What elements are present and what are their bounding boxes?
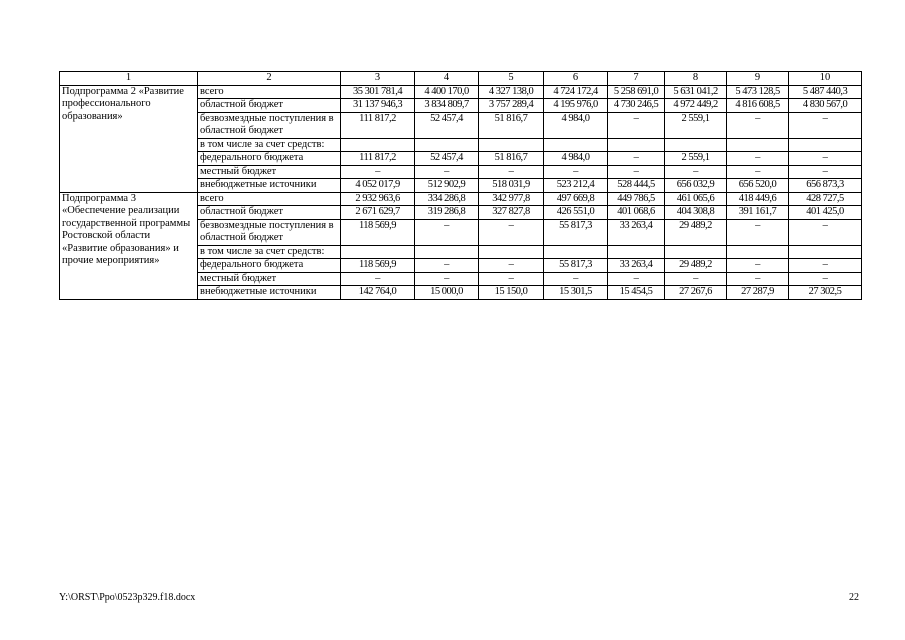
amount-cell: 52 457,4	[415, 152, 479, 166]
amount-cell: 4 400 170,0	[415, 85, 479, 99]
amount-cell	[727, 245, 789, 259]
amount-cell: 5 631 041,2	[665, 85, 727, 99]
subprogram-title: Подпрограмма 3 «Обеспечение реализации государственной программы Ростовской области «Развитие образования» и прочие мероприятия»	[60, 192, 198, 299]
funding-source-label: федерального бюджета	[198, 259, 341, 273]
page-number: 22	[849, 592, 859, 603]
amount-cell: 118 569,9	[341, 219, 415, 245]
subprogram-title: Подпрограмма 2 «Развитие профессионального образования»	[60, 85, 198, 192]
column-number: 1	[60, 72, 198, 86]
amount-cell: 656 873,3	[789, 179, 862, 193]
column-number: 4	[415, 72, 479, 86]
amount-cell	[544, 245, 608, 259]
column-number: 2	[198, 72, 341, 86]
column-number: 3	[341, 72, 415, 86]
amount-cell: 5 258 691,0	[608, 85, 665, 99]
amount-cell: 426 551,0	[544, 206, 608, 220]
amount-cell: 4 984,0	[544, 152, 608, 166]
table-row	[60, 192, 862, 206]
amount-cell: 4 984,0	[544, 112, 608, 138]
amount-cell: –	[479, 219, 544, 245]
amount-cell: 33 263,4	[608, 259, 665, 273]
amount-cell: –	[415, 219, 479, 245]
header-row	[60, 72, 862, 86]
amount-cell: 27 267,6	[665, 286, 727, 300]
amount-cell: 528 444,5	[608, 179, 665, 193]
funding-source-label: местный бюджет	[198, 272, 341, 286]
amount-cell: 3 834 809,7	[415, 99, 479, 113]
amount-cell: –	[727, 165, 789, 179]
amount-cell: –	[608, 165, 665, 179]
amount-cell: –	[479, 259, 544, 273]
amount-cell: 51 816,7	[479, 152, 544, 166]
amount-cell: –	[789, 152, 862, 166]
funding-source-label: безвозмездные поступления в областной бюджет	[198, 219, 341, 245]
amount-cell	[608, 138, 665, 152]
file-path: Y:\ORST\Ppo\0523p329.f18.docx	[59, 592, 196, 603]
amount-cell: –	[415, 165, 479, 179]
amount-cell: 391 161,7	[727, 206, 789, 220]
funding-source-label: всего	[198, 192, 341, 206]
amount-cell: –	[341, 272, 415, 286]
amount-cell: 52 457,4	[415, 112, 479, 138]
amount-cell	[415, 138, 479, 152]
amount-cell: 656 032,9	[665, 179, 727, 193]
amount-cell: –	[544, 272, 608, 286]
amount-cell	[789, 138, 862, 152]
amount-cell: –	[727, 272, 789, 286]
funding-source-label: областной бюджет	[198, 99, 341, 113]
amount-cell: 3 757 289,4	[479, 99, 544, 113]
amount-cell: 334 286,8	[415, 192, 479, 206]
amount-cell: 449 786,5	[608, 192, 665, 206]
amount-cell: 5 473 128,5	[727, 85, 789, 99]
column-number: 8	[665, 72, 727, 86]
amount-cell: 523 212,4	[544, 179, 608, 193]
funding-source-label: безвозмездные поступления в областной бюджет	[198, 112, 341, 138]
column-number: 9	[727, 72, 789, 86]
amount-cell: –	[789, 112, 862, 138]
amount-cell: 35 301 781,4	[341, 85, 415, 99]
amount-cell	[415, 245, 479, 259]
funding-source-label: местный бюджет	[198, 165, 341, 179]
amount-cell: 15 000,0	[415, 286, 479, 300]
amount-cell	[665, 138, 727, 152]
amount-cell	[727, 138, 789, 152]
amount-cell: 342 977,8	[479, 192, 544, 206]
amount-cell	[479, 245, 544, 259]
amount-cell	[341, 245, 415, 259]
amount-cell: –	[665, 272, 727, 286]
funding-source-label: внебюджетные источники	[198, 286, 341, 300]
amount-cell: 404 308,8	[665, 206, 727, 220]
amount-cell: 27 302,5	[789, 286, 862, 300]
amount-cell	[341, 138, 415, 152]
amount-cell: –	[608, 272, 665, 286]
amount-cell: 51 816,7	[479, 112, 544, 138]
column-number: 7	[608, 72, 665, 86]
amount-cell: –	[415, 272, 479, 286]
amount-cell: –	[341, 165, 415, 179]
amount-cell: 55 817,3	[544, 219, 608, 245]
amount-cell: 33 263,4	[608, 219, 665, 245]
amount-cell: –	[789, 272, 862, 286]
funding-source-label: всего	[198, 85, 341, 99]
amount-cell: –	[727, 259, 789, 273]
amount-cell	[665, 245, 727, 259]
column-number: 10	[789, 72, 862, 86]
amount-cell: –	[727, 219, 789, 245]
amount-cell: 4 052 017,9	[341, 179, 415, 193]
amount-cell: 27 287,9	[727, 286, 789, 300]
amount-cell: 4 730 246,5	[608, 99, 665, 113]
amount-cell: 512 902,9	[415, 179, 479, 193]
amount-cell: –	[415, 259, 479, 273]
amount-cell: 118 569,9	[341, 259, 415, 273]
amount-cell: 418 449,6	[727, 192, 789, 206]
column-number: 6	[544, 72, 608, 86]
amount-cell: 15 150,0	[479, 286, 544, 300]
amount-cell: –	[727, 112, 789, 138]
table-row	[60, 85, 862, 99]
amount-cell: 461 065,6	[665, 192, 727, 206]
amount-cell: –	[479, 165, 544, 179]
amount-cell: 142 764,0	[341, 286, 415, 300]
amount-cell: 2 671 629,7	[341, 206, 415, 220]
amount-cell	[479, 138, 544, 152]
funding-source-label: областной бюджет	[198, 206, 341, 220]
amount-cell: 15 454,5	[608, 286, 665, 300]
funding-source-label: в том числе за счет средств:	[198, 138, 341, 152]
amount-cell: –	[789, 219, 862, 245]
amount-cell: –	[789, 259, 862, 273]
amount-cell: 4 816 608,5	[727, 99, 789, 113]
amount-cell: –	[608, 152, 665, 166]
amount-cell: 428 727,5	[789, 192, 862, 206]
amount-cell	[608, 245, 665, 259]
funding-source-label: федерального бюджета	[198, 152, 341, 166]
amount-cell: 29 489,2	[665, 259, 727, 273]
amount-cell: 518 031,9	[479, 179, 544, 193]
amount-cell	[789, 245, 862, 259]
column-number: 5	[479, 72, 544, 86]
amount-cell: 401 068,6	[608, 206, 665, 220]
amount-cell: 327 827,8	[479, 206, 544, 220]
amount-cell: 319 286,8	[415, 206, 479, 220]
amount-cell: –	[727, 152, 789, 166]
amount-cell: 31 137 946,3	[341, 99, 415, 113]
amount-cell: –	[544, 165, 608, 179]
amount-cell: 4 830 567,0	[789, 99, 862, 113]
amount-cell: 29 489,2	[665, 219, 727, 245]
amount-cell: 4 724 172,4	[544, 85, 608, 99]
funding-source-label: внебюджетные источники	[198, 179, 341, 193]
amount-cell	[544, 138, 608, 152]
amount-cell: 401 425,0	[789, 206, 862, 220]
amount-cell: 497 669,8	[544, 192, 608, 206]
budget-table	[59, 71, 862, 300]
amount-cell: 2 559,1	[665, 152, 727, 166]
amount-cell: –	[479, 272, 544, 286]
amount-cell: 656 520,0	[727, 179, 789, 193]
amount-cell: –	[789, 165, 862, 179]
amount-cell: –	[665, 165, 727, 179]
amount-cell: 2 559,1	[665, 112, 727, 138]
amount-cell: 111 817,2	[341, 152, 415, 166]
amount-cell: 15 301,5	[544, 286, 608, 300]
amount-cell: 2 932 963,6	[341, 192, 415, 206]
amount-cell: 111 817,2	[341, 112, 415, 138]
funding-source-label: в том числе за счет средств:	[198, 245, 341, 259]
amount-cell: 5 487 440,3	[789, 85, 862, 99]
amount-cell: 4 327 138,0	[479, 85, 544, 99]
amount-cell: –	[608, 112, 665, 138]
amount-cell: 4 195 976,0	[544, 99, 608, 113]
amount-cell: 4 972 449,2	[665, 99, 727, 113]
amount-cell: 55 817,3	[544, 259, 608, 273]
